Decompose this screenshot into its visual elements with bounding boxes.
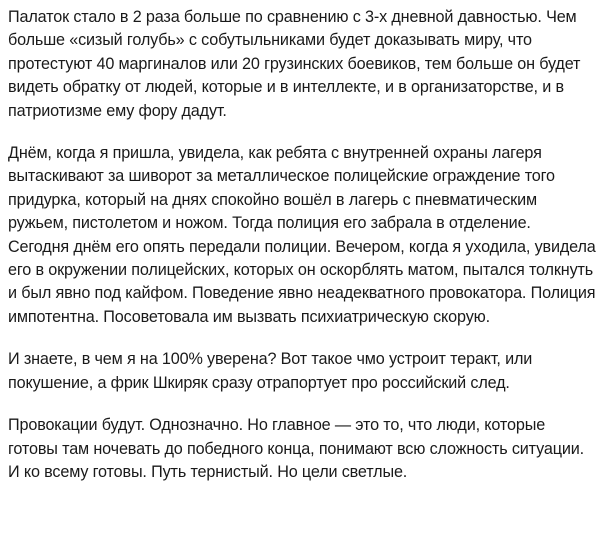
article-body <box>8 6 596 484</box>
paragraph-1: Палаток стало в 2 раза больше по сравнению с 3-х дневной давностью. Чем больше «сизый голубь» с собутыльниками будет доказывать миру, что протестуют 40 маргиналов или 20 грузинских боевиков, тем больше он будет видеть обратку от людей, которые и в интеллекте, и в организаторстве, и в патриотизме ему фору дадут. <box>8 8 581 120</box>
paragraph-3: И знаете, в чем я на 100% уверена? Вот такое чмо устроит теракт, или покушение, а фрик Шкиряк сразу отрапортует про российский след. <box>8 350 533 392</box>
paragraph-2: Днём, когда я пришла, увидела, как ребята с внутренней охраны лагеря вытаскивают за шиворот за металлическое полицейские ограждение того придурка, который на днях спокойно вошёл в лагерь с пневматическим ружьем, пистолетом и ножом. Тогда полиция его забрала в отделение. Сегодня днём его опять передали полиции. Вечером, когда я уходила, увидела его в окружении полицейских, которых он оскорблять матом, пытался толкнуть и был явно под кайфом. Поведение явно неадекватного провокатора. Полиция импотентна. Посоветовала им вызвать психиатрическую скорую. <box>8 144 596 326</box>
paragraph-4: Провокации будут. Однозначно. Но главное — это то, что люди, которые готовы там ночевать до победного конца, понимают всю сложность ситуации. И ко всему готовы. Путь тернистый. Но цели светлые. <box>8 416 584 481</box>
